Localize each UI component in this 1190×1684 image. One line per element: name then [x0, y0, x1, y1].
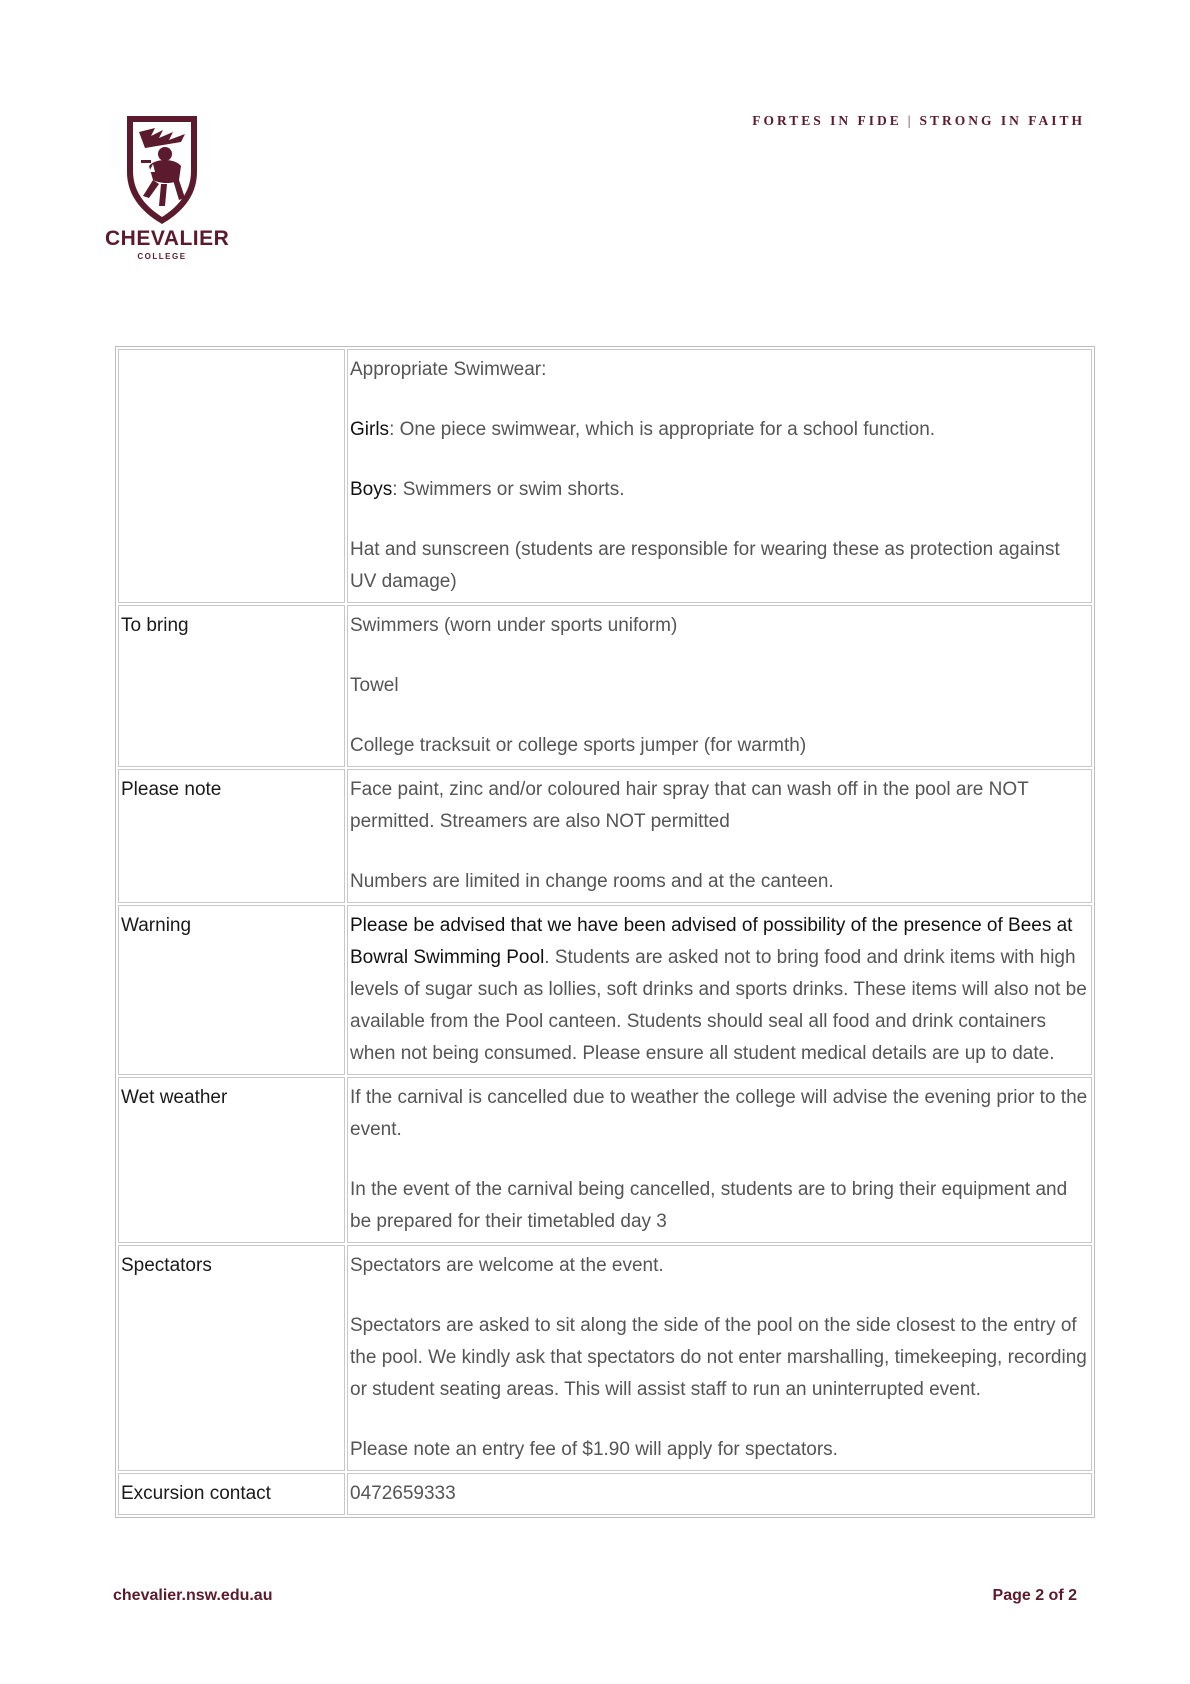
warning-body: . Students are asked not to bring food and drink items with high levels of sugar such as lollies, soft drinks and sports drinks. These items will also not be available from the Pool canteen. Students should seal all food and drink containers when not being consumed. Please ensure all student medical details are up to date.	[350, 947, 1087, 1064]
boys-swimwear	[350, 474, 1088, 506]
table-row	[118, 905, 1092, 1075]
swimwear-heading: Appropriate Swimwear:	[350, 359, 547, 380]
footer-website-link[interactable]: chevalier.nsw.edu.au	[113, 1587, 273, 1604]
boys-text: : Swimmers or swim shorts.	[392, 479, 625, 500]
warning-emphasis: Please be advised that we have been advised of possibility of the presence of Bees at Bowral Swimming Pool	[350, 915, 1073, 968]
list-item: Spectators are asked to sit along the side of the pool on the side closest to the entry of the pool. We kindly ask that spectators do not enter marshalling, timekeeping, recording or student seating areas. This will assist staff to run an uninterrupted event.	[350, 1315, 1087, 1400]
row-label: Wet weather	[118, 1077, 345, 1243]
excursion-info-table	[115, 346, 1095, 1518]
motto-english: STRONG IN FAITH	[919, 113, 1085, 128]
table-row	[118, 1245, 1092, 1471]
list-item: Face paint, zinc and/or coloured hair spray that can wash off in the pool are NOT permitted. Streamers are also NOT permitted	[350, 779, 1029, 832]
boys-label: Boys	[350, 479, 393, 500]
college-motto	[752, 113, 1085, 129]
contact-phone: 0472659333	[350, 1483, 456, 1504]
row-label: To bring	[118, 605, 345, 767]
row-label: Please note	[118, 769, 345, 903]
table-row	[118, 605, 1092, 767]
row-value	[347, 1473, 1092, 1515]
table-row	[118, 1077, 1092, 1243]
page-number: Page 2 of 2	[992, 1587, 1077, 1604]
college-logo	[105, 114, 230, 264]
logo-name: CHEVALIER	[105, 227, 230, 250]
row-label: Excursion contact	[118, 1473, 345, 1515]
list-item: In the event of the carnival being cancelled, students are to bring their equipment and be prepared for their timetabled day 3	[350, 1179, 1068, 1232]
row-value	[347, 1077, 1092, 1243]
list-item: Numbers are limited in change rooms and at the canteen.	[350, 871, 834, 892]
list-item: Towel	[350, 675, 399, 696]
motto-separator: |	[907, 113, 914, 128]
table-row	[118, 1473, 1092, 1515]
table-row	[118, 769, 1092, 903]
row-label: Spectators	[118, 1245, 345, 1471]
table-row	[118, 349, 1092, 603]
girls-label: Girls	[350, 419, 390, 440]
row-label	[118, 349, 345, 603]
logo-subtitle: COLLEGE	[137, 252, 187, 261]
row-value	[347, 905, 1092, 1075]
warning-text	[350, 910, 1088, 1070]
list-item: Spectators are welcome at the event.	[350, 1255, 664, 1276]
row-label: Warning	[118, 905, 345, 1075]
list-item: Swimmers (worn under sports uniform)	[350, 615, 678, 636]
list-item: College tracksuit or college sports jumper (for warmth)	[350, 735, 807, 756]
row-value	[347, 605, 1092, 767]
row-value	[347, 349, 1092, 603]
shield-crest-icon	[105, 114, 219, 226]
row-value	[347, 769, 1092, 903]
list-item: If the carnival is cancelled due to weather the college will advise the evening prior to the event.	[350, 1087, 1088, 1140]
motto-latin: FORTES IN FIDE	[752, 113, 902, 128]
girls-swimwear	[350, 414, 1088, 446]
girls-text: : One piece swimwear, which is appropriate for a school function.	[389, 419, 936, 440]
sun-protection-note: Hat and sunscreen (students are responsible for wearing these as protection against UV damage)	[350, 539, 1060, 592]
list-item: Please note an entry fee of $1.90 will apply for spectators.	[350, 1439, 838, 1460]
row-value	[347, 1245, 1092, 1471]
